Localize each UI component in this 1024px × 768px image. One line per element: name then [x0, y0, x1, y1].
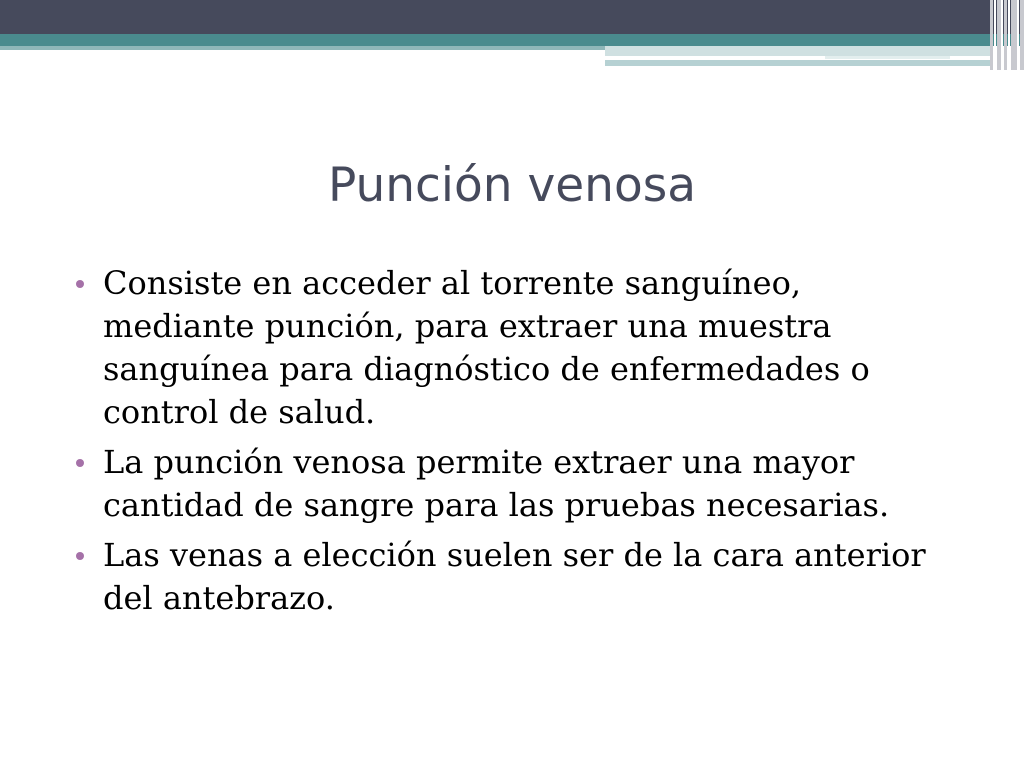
- header-line-right-upper: [605, 46, 990, 56]
- slide-title: Punción venosa: [327, 158, 697, 213]
- bullet-dot-icon: [76, 459, 84, 467]
- bullet-text: Las venas a elección suelen ser de la cara anterior del antebrazo.: [103, 536, 926, 617]
- corner-stripes: [990, 0, 1024, 70]
- header-line-right-lower: [605, 60, 990, 66]
- bullet-text: La punción venosa permite extraer una mayor cantidad de sangre para las pruebas necesarias.: [103, 443, 890, 524]
- header-line-right-middle: [825, 56, 950, 59]
- bullet-text: Consiste en acceder al torrente sanguíneo, mediante punción, para extraer una muestra sanguínea para diagnóstico de enfermedades o control de salud.: [103, 264, 870, 431]
- bullet-dot-icon: [76, 280, 84, 288]
- header-bar-teal: [0, 34, 1024, 46]
- bullet-item: [76, 262, 956, 434]
- bullet-item: [76, 534, 956, 620]
- bullet-list: [76, 262, 956, 627]
- header-line-left: [0, 46, 605, 50]
- header-bar-dark: [0, 0, 1024, 34]
- bullet-dot-icon: [76, 552, 84, 560]
- bullet-item: [76, 441, 956, 527]
